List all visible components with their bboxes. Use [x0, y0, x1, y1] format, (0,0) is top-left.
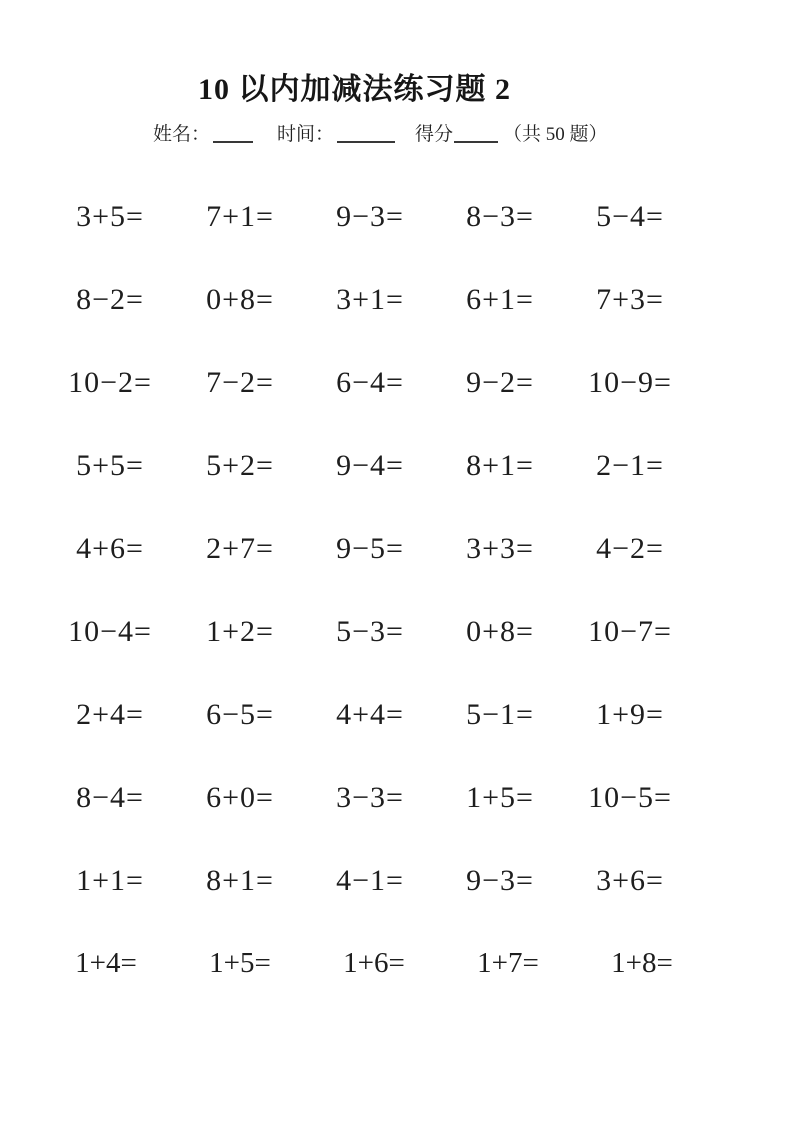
problem: 6−4= — [336, 365, 404, 399]
problem: 10−4= — [68, 614, 152, 648]
problem: 7+3= — [596, 282, 664, 316]
problem-row — [45, 258, 705, 341]
problem: 2−1= — [596, 448, 664, 482]
problem: 8+1= — [206, 863, 274, 897]
problem: 9−3= — [466, 863, 534, 897]
problem: 9−2= — [466, 365, 534, 399]
problem: 1+7= — [477, 947, 539, 979]
problem: 10−5= — [588, 780, 672, 814]
problem: 3−3= — [336, 780, 404, 814]
name-label: 姓名： — [153, 124, 211, 145]
problem: 5+5= — [76, 448, 144, 482]
problem: 8−2= — [76, 282, 144, 316]
problem: 10−2= — [68, 365, 152, 399]
problem-row — [45, 175, 705, 258]
problem-row — [45, 839, 705, 922]
problem-row — [45, 673, 705, 756]
problem: 2+7= — [206, 531, 274, 565]
time-blank-line — [337, 125, 395, 143]
problem: 5−3= — [336, 614, 404, 648]
total-count-note: （共 50 题） — [503, 124, 608, 145]
problem: 8−4= — [76, 780, 144, 814]
problem: 4+4= — [336, 697, 404, 731]
score-label: 得分 — [415, 124, 454, 145]
time-label: 时间： — [277, 124, 335, 145]
problem: 6+0= — [206, 780, 274, 814]
problem: 1+9= — [596, 697, 664, 731]
problem: 1+8= — [611, 947, 673, 979]
problem: 9−5= — [336, 531, 404, 565]
problem: 3+5= — [76, 199, 144, 233]
problem: 6+1= — [466, 282, 534, 316]
score-blank-line — [454, 125, 498, 143]
problem: 3+1= — [336, 282, 404, 316]
problem: 0+8= — [206, 282, 274, 316]
problem: 1+5= — [466, 780, 534, 814]
problem: 2+4= — [76, 697, 144, 731]
problem: 5−4= — [596, 199, 664, 233]
problems-grid — [45, 175, 705, 1005]
problem: 7−2= — [206, 365, 274, 399]
problem: 5−1= — [466, 697, 534, 731]
problem: 1+1= — [76, 863, 144, 897]
problem: 1+6= — [343, 947, 405, 979]
problem-row — [45, 590, 705, 673]
problem: 4−1= — [336, 863, 404, 897]
problem: 6−5= — [206, 697, 274, 731]
problem: 4−2= — [596, 531, 664, 565]
problem: 9−4= — [336, 448, 404, 482]
problem-row — [45, 424, 705, 507]
name-blank-line — [213, 125, 253, 143]
problem-row — [45, 341, 705, 424]
problem: 0+8= — [466, 614, 534, 648]
problem: 5+2= — [206, 448, 274, 482]
problem: 8+1= — [466, 448, 534, 482]
problem: 3+3= — [466, 531, 534, 565]
problem: 1+4= — [75, 947, 137, 979]
problem: 7+1= — [206, 199, 274, 233]
problem: 1+2= — [206, 614, 274, 648]
worksheet-title: 10 以内加减法练习题 2 — [198, 73, 511, 106]
problem: 1+5= — [209, 947, 271, 979]
problem: 9−3= — [336, 199, 404, 233]
problem: 3+6= — [596, 863, 664, 897]
problem-row — [39, 922, 705, 1005]
problem: 10−7= — [588, 614, 672, 648]
problem: 10−9= — [588, 365, 672, 399]
problem-row — [45, 507, 705, 590]
problem: 4+6= — [76, 531, 144, 565]
problem-row — [45, 756, 705, 839]
problem: 8−3= — [466, 199, 534, 233]
header-line — [153, 119, 608, 146]
